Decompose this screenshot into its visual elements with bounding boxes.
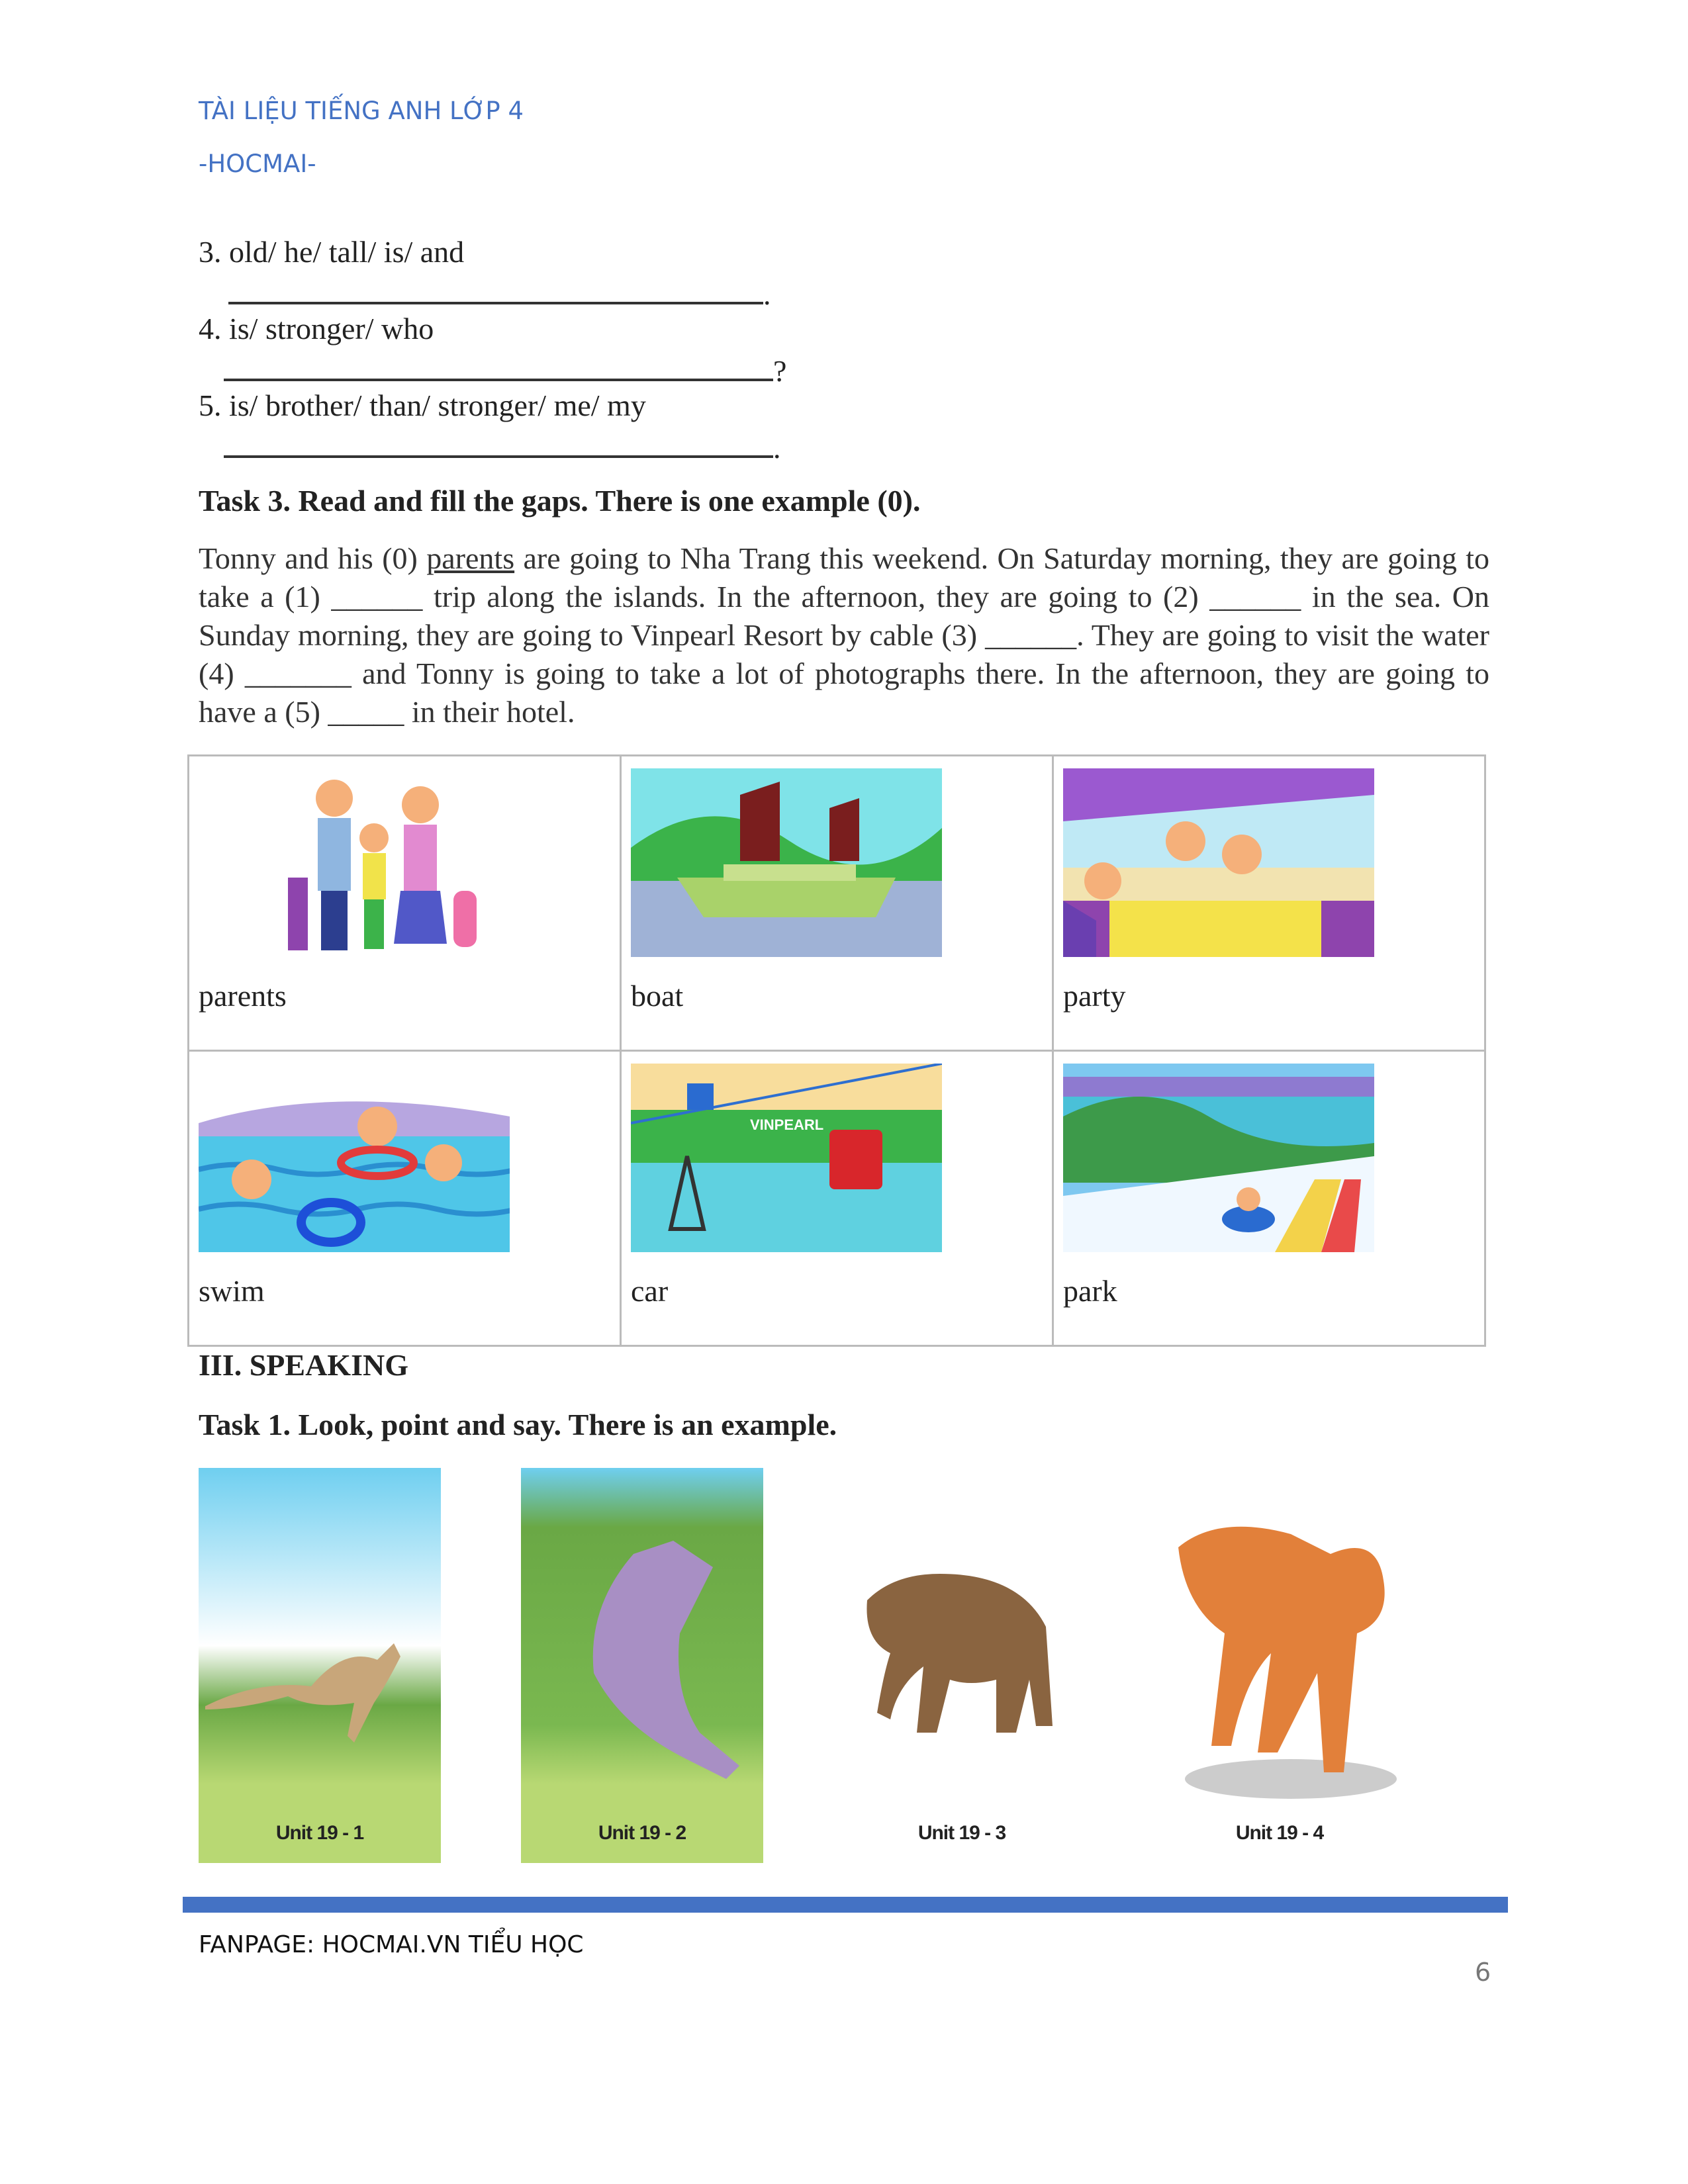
footer-fanpage: FANPAGE: HOCMAI.VN TIỂU HỌC	[199, 1931, 584, 1958]
word-label: party	[1063, 979, 1126, 1013]
speaking-heading: III. SPEAKING	[199, 1348, 408, 1382]
exercise-4-prompt: 4. is/ stronger/ who	[199, 312, 434, 345]
swim-illustration	[199, 1064, 510, 1252]
picture-kangaroo	[199, 1468, 441, 1863]
cable-car-illustration	[631, 1064, 942, 1252]
elephant-illustration	[841, 1468, 1083, 1863]
family-illustration	[199, 768, 510, 957]
footer-divider-bar	[183, 1897, 1508, 1913]
task3-title: Task 3. Read and fill the gaps. There is one example (0).	[199, 484, 921, 518]
cell-boat	[621, 756, 1053, 1051]
exercise-3-answer-line: .	[228, 271, 771, 314]
picture-tiger	[1158, 1468, 1401, 1863]
word-label: parents	[199, 979, 287, 1013]
picture-crocodile	[521, 1468, 763, 1863]
exercise-4-answer-line: ?	[224, 348, 786, 390]
water-park-illustration	[1063, 1064, 1374, 1252]
cell-car	[621, 1051, 1053, 1346]
document-header-brand: -HOCMAI-	[199, 150, 316, 178]
picture-caption: Unit 19 - 4	[1235, 1822, 1324, 1844]
word-label: car	[631, 1274, 669, 1308]
task3-paragraph: Tonny and his (0) parents are going to Nha Trang this weekend. On Saturday morning, they are going to take a (1) ______ trip along the islands. In the afternoon, they are going to (2) ______ in the sea. On Sunday morning, they are going to Vinpearl Resort by cable (3) ______. They are going to visit the water (4) _______ and Tonny is going to take a lot of photographs there. In the afternoon, they are going to have a (5) _____ in their hotel.	[199, 541, 1490, 729]
document-header-title: TÀI LIỆU TIẾNG ANH LỚP 4	[199, 97, 524, 125]
cell-swim	[189, 1051, 621, 1346]
exercise-5-prompt: 5. is/ brother/ than/ stronger/ me/ my	[199, 388, 646, 422]
example-word: parents	[426, 541, 515, 575]
cell-park	[1053, 1051, 1485, 1346]
word-picture-table	[187, 754, 1486, 1347]
word-label: park	[1063, 1274, 1117, 1308]
cell-party	[1053, 756, 1485, 1051]
crocodile-illustration	[521, 1468, 763, 1863]
word-label: swim	[199, 1274, 265, 1308]
boat-illustration	[631, 768, 942, 957]
exercise-5-answer-line: .	[224, 425, 781, 467]
kangaroo-illustration	[199, 1468, 441, 1863]
cell-parents	[189, 756, 621, 1051]
exercise-3-prompt: 3. old/ he/ tall/ is/ and	[199, 235, 465, 269]
picture-caption: Unit 19 - 1	[275, 1822, 364, 1844]
word-label: boat	[631, 979, 684, 1013]
page-number: 6	[1475, 1958, 1491, 1987]
speaking-task1-title: Task 1. Look, point and say. There is an example.	[199, 1408, 837, 1441]
vinpearl-sign: VINPEARL	[750, 1116, 824, 1133]
picture-caption: Unit 19 - 2	[598, 1822, 686, 1844]
picture-elephant	[841, 1468, 1083, 1863]
tiger-illustration	[1158, 1468, 1401, 1863]
party-illustration	[1063, 768, 1374, 957]
picture-caption: Unit 19 - 3	[917, 1822, 1006, 1844]
